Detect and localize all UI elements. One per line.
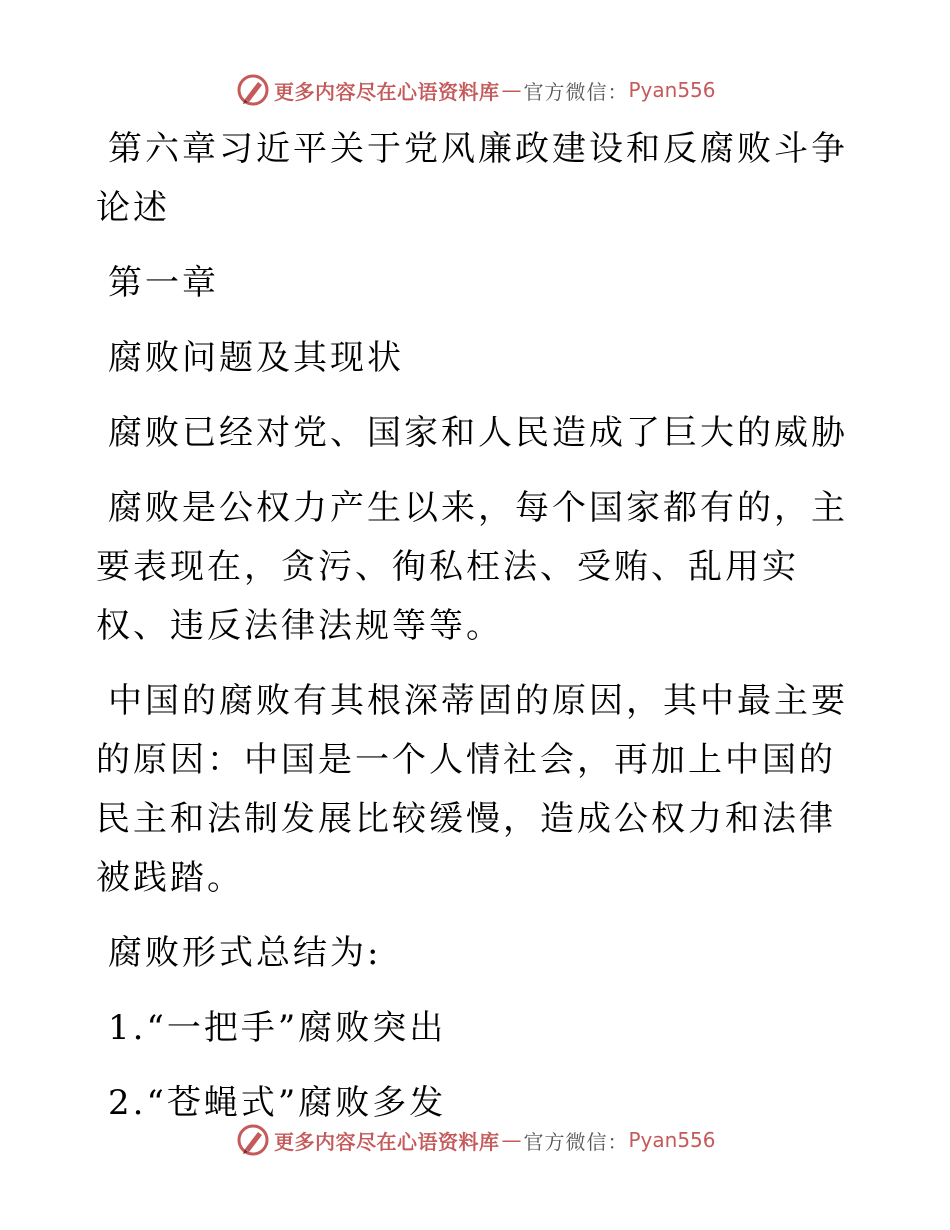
paragraph-forms-intro: 腐败形式总结为: [108,933,382,973]
paragraph-causes: 中国的腐败有其根深蒂固的原因，其中最主要的原因：中国是一个人情社会，再加上中国的民主和法制发展比较缓慢，造成公权力和法律被践踏。 [96,681,848,898]
watermark-dash: — [501,78,522,102]
watermark-id: Pyan556 [628,1128,716,1152]
paragraph-definition: 腐败是公权力产生以来，每个国家都有的，主要表现在，贪污、徇私枉法、受贿、乱用实权、违反法律法规等等。 [96,488,848,646]
watermark-main-text: 更多内容尽在心语资料库 [274,1129,500,1154]
document-body [96,120,856,1149]
list-item: 1.“一把手”腐败突出 [108,1008,447,1048]
paragraph-threat: 腐败已经对党、国家和人民造成了巨大的威胁 [108,413,848,453]
watermark-sub-text: 官方微信： [523,1129,629,1154]
chapter-title: 第六章习近平关于党风廉政建设和反腐败斗争论述 [96,129,848,228]
watermark-main-text: 更多内容尽在心语资料库 [274,79,500,104]
watermark-sub-text: 官方微信： [523,79,629,104]
watermark-dash: — [501,1128,522,1152]
footer-watermark [236,1122,716,1158]
section-heading: 第一章 [108,263,219,303]
list-item: 2.“苍蝇式”腐败多发 [108,1083,447,1123]
watermark-id: Pyan556 [628,78,716,102]
pen-logo-icon [236,73,270,107]
pen-logo-icon [236,1123,270,1157]
subsection-heading: 腐败问题及其现状 [108,338,404,378]
header-watermark [236,72,716,108]
